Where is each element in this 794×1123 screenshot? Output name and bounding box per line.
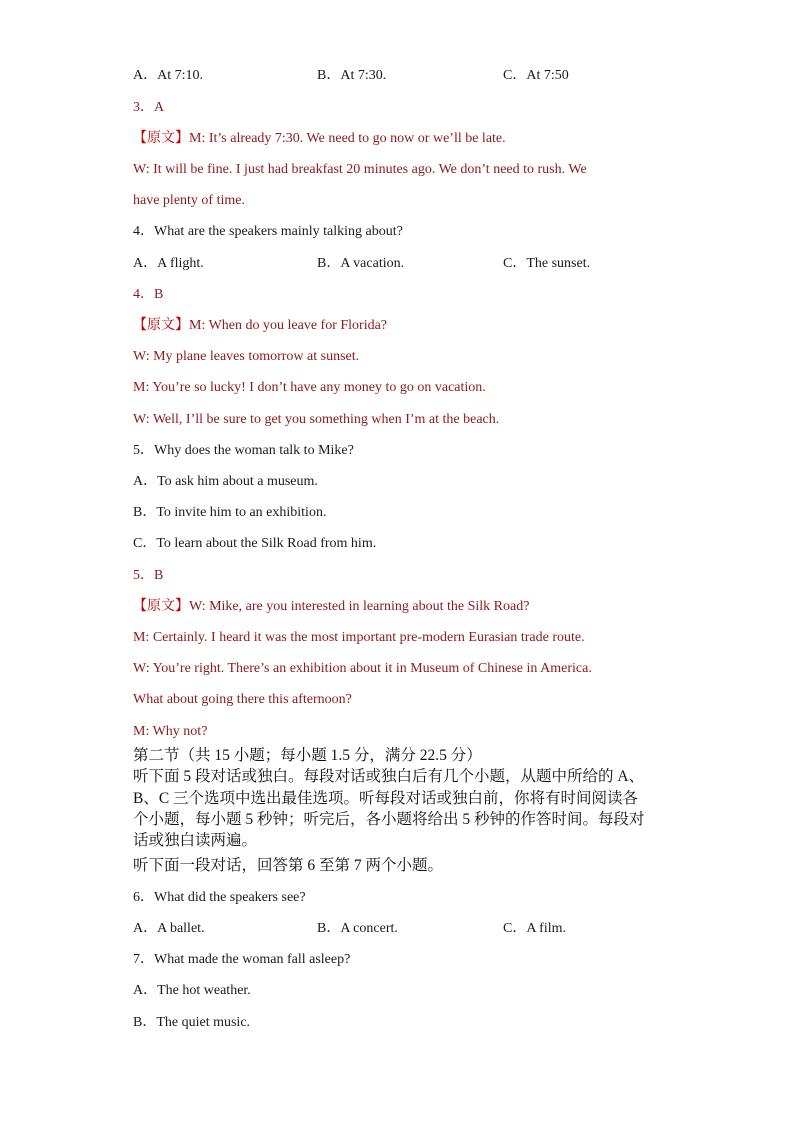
transcript-3-line-2: W: It will be fine. I just had breakfast 20 minutes ago. We don’t need to rush. We [133, 162, 587, 177]
question-6: 6．What did the speakers see? [133, 890, 306, 905]
question-5: 5．Why does the woman talk to Mike? [133, 443, 354, 458]
instructions-line-3: 个小题，每小题 5 秒钟；听完后，各小题将给出 5 秒钟的作答时间。每段对 [133, 811, 645, 828]
option-a: A．To ask him about a museum. [133, 474, 318, 489]
answer-5: 5．B [133, 568, 164, 583]
option-a: A．At 7:10. [133, 68, 203, 83]
option-b: B．At 7:30. [317, 68, 387, 83]
transcript-tag: 【原文】 [133, 318, 189, 333]
transcript-5-line-4: What about going there this afternoon? [133, 692, 352, 707]
transcript-tag: 【原文】 [133, 599, 189, 614]
section-heading: 第二节（共 15 小题；每小题 1.5 分，满分 22.5 分） [133, 747, 482, 764]
question-7: 7．What made the woman fall asleep? [133, 952, 351, 967]
transcript-3-line-3: have plenty of time. [133, 193, 245, 208]
transcript-4-line-2: W: My plane leaves tomorrow at sunset. [133, 349, 360, 364]
option-a: A．A flight. [133, 256, 204, 271]
transcript-5-line-5: M: Why not? [133, 724, 208, 739]
transcript-4-line-4: W: Well, I’ll be sure to get you something when I’m at the beach. [133, 412, 500, 427]
option-c: C．To learn about the Silk Road from him. [133, 536, 377, 551]
answer-3: 3．A [133, 100, 165, 115]
transcript-5-line-2: M: Certainly. I heard it was the most important pre-modern Eurasian trade route. [133, 630, 585, 645]
transcript-tag: 【原文】 [133, 131, 189, 146]
transcript-5-line-3: W: You’re right. There’s an exhibition about it in Museum of Chinese in America. [133, 661, 592, 676]
transcript-4-line-3: M: You’re so lucky! I don’t have any money to go on vacation. [133, 380, 486, 395]
option-b: B．The quiet music. [133, 1015, 251, 1030]
transcript-3-line-1: 【原文】M: It’s already 7:30. We need to go now or we’ll be late. [133, 131, 506, 146]
option-a: A．A ballet. [133, 921, 205, 936]
question-4: 4．What are the speakers mainly talking about? [133, 224, 403, 239]
option-c: C．At 7:50 [503, 68, 569, 83]
transcript-5-line-1: 【原文】W: Mike, are you interested in learning about the Silk Road? [133, 599, 530, 614]
option-a: A．The hot weather. [133, 983, 251, 998]
transcript-4-line-1: 【原文】M: When do you leave for Florida? [133, 318, 388, 333]
dialogue-instruction: 听下面一段对话，回答第 6 至第 7 两个小题。 [133, 857, 444, 874]
instructions-line-2: B、C 三个选项中选出最佳选项。听每段对话或独白前，你将有时间阅读各 [133, 790, 639, 807]
option-c: C．The sunset. [503, 256, 591, 271]
option-c: C．A film. [503, 921, 567, 936]
option-b: B．To invite him to an exhibition. [133, 505, 327, 520]
answer-4: 4．B [133, 287, 164, 302]
option-b: B．A concert. [317, 921, 398, 936]
instructions-line-1: 听下面 5 段对话或独白。每段对话或独白后有几个小题，从题中所给的 A、 [133, 768, 645, 785]
option-b: B．A vacation. [317, 256, 405, 271]
instructions-line-4: 话或独白读两遍。 [133, 832, 258, 849]
